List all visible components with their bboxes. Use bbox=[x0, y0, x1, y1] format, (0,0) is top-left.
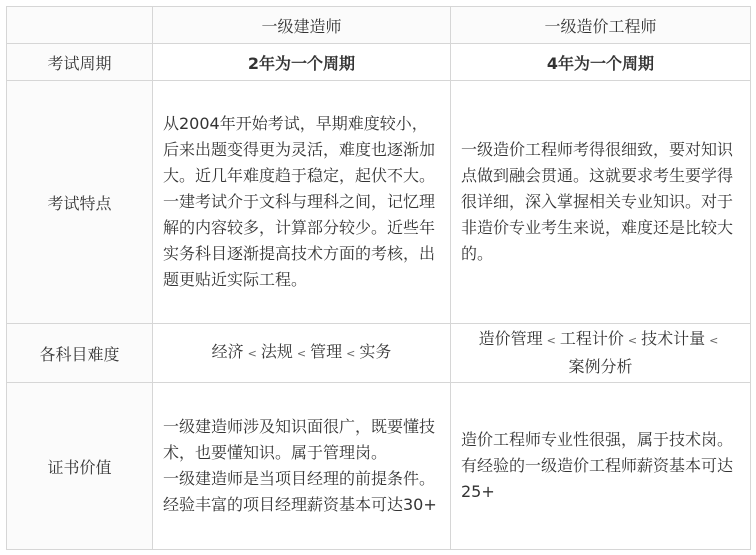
difficulty-zaojia-item: 工程计价 bbox=[559, 329, 624, 348]
difficulty-zaojia-item: 技术计量 bbox=[641, 329, 706, 348]
value-zaojia bbox=[451, 383, 751, 550]
features-jianzao-para-1: 从2004年开始考试，早期难度较小，后来出题变得更为灵活，难度也逐渐加大。近几年难度趋于稳定，起伏不大。 bbox=[163, 114, 436, 185]
comparison-table bbox=[6, 6, 751, 550]
difficulty-zaojia-line-2 bbox=[451, 354, 750, 380]
less-than-separator: < bbox=[709, 334, 719, 347]
row-exam-cycle bbox=[7, 44, 751, 81]
difficulty-jianzao-line bbox=[153, 339, 450, 367]
difficulty-jianzao-item: 管理 bbox=[310, 342, 343, 361]
label-subject-difficulty: 各科目难度 bbox=[7, 324, 153, 383]
label-exam-cycle: 考试周期 bbox=[7, 44, 153, 81]
header-row bbox=[7, 7, 751, 44]
less-than-separator: < bbox=[247, 347, 257, 360]
difficulty-jianzao-item: 实务 bbox=[359, 342, 392, 361]
difficulty-zaojia-line-1 bbox=[451, 326, 750, 354]
features-zaojia bbox=[451, 81, 751, 324]
difficulty-zaojia-item: 案例分析 bbox=[568, 357, 633, 376]
cycle-jianzao: 2年为一个周期 bbox=[153, 44, 451, 81]
features-zaojia-para: 一级造价工程师考得很细致，要对知识点做到融会贯通。这就要求考生要学得很详细，深入掌握相关专业知识。对于非造价专业考生来说，难度还是比较大的。 bbox=[461, 140, 734, 263]
value-zaojia-para-1: 造价工程师专业性很强，属于技术岗。 bbox=[461, 430, 734, 449]
cycle-zaojia: 4年为一个周期 bbox=[451, 44, 751, 81]
difficulty-jianzao-item: 经济 bbox=[211, 342, 244, 361]
less-than-separator: < bbox=[296, 347, 307, 360]
difficulty-zaojia-item: 造价管理 bbox=[478, 329, 543, 348]
header-empty-cell bbox=[7, 7, 153, 44]
label-certificate-value: 证书价值 bbox=[7, 383, 153, 550]
features-jianzao-para-2: 一建考试介于文科与理科之间，记忆理解的内容较多，计算部分较少。近些年实务科目逐渐提高技术方面的考核，出题更贴近实际工程。 bbox=[163, 192, 436, 289]
row-exam-features bbox=[7, 81, 751, 324]
difficulty-jianzao-item: 法规 bbox=[260, 342, 293, 361]
value-jianzao bbox=[153, 383, 451, 550]
header-zaojia: 一级造价工程师 bbox=[451, 7, 751, 44]
row-subject-difficulty bbox=[7, 324, 751, 383]
label-exam-features: 考试特点 bbox=[7, 81, 153, 324]
less-than-separator: < bbox=[546, 334, 556, 347]
features-jianzao bbox=[153, 81, 451, 324]
value-zaojia-para-2: 有经验的一级造价工程师薪资基本可达25+ bbox=[461, 456, 734, 501]
difficulty-zaojia bbox=[451, 324, 751, 383]
difficulty-jianzao bbox=[153, 324, 451, 383]
header-jianzao: 一级建造师 bbox=[153, 7, 451, 44]
less-than-separator: < bbox=[346, 347, 356, 360]
value-jianzao-para-2: 一级建造师是当项目经理的前提条件。经验丰富的项目经理薪资基本可达30+ bbox=[163, 469, 437, 514]
row-certificate-value bbox=[7, 383, 751, 550]
value-jianzao-para-1: 一级建造师涉及知识面很广，既要懂技术，也要懂知识。属于管理岗。 bbox=[163, 417, 436, 462]
less-than-separator: < bbox=[627, 334, 638, 347]
